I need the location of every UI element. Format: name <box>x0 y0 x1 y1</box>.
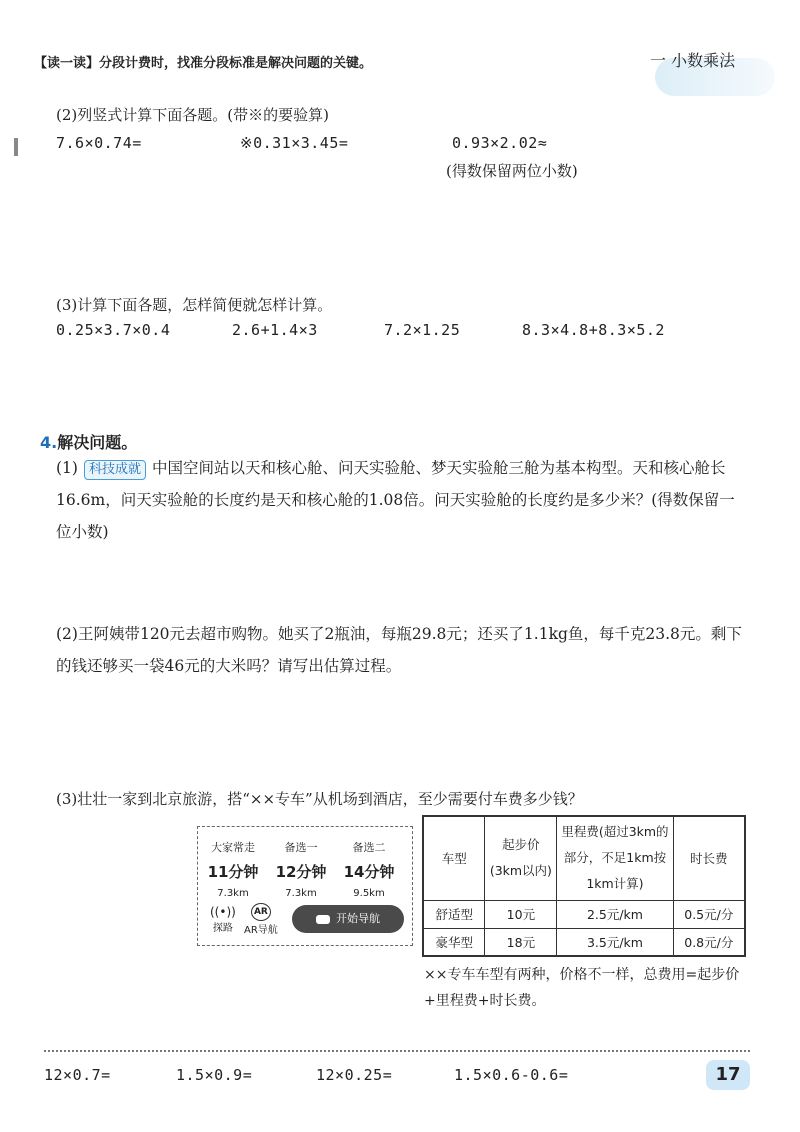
q3-2-title: (2)列竖式计算下面各题。(带※的要验算) <box>56 106 329 124</box>
table-cell: 2.5元/km <box>557 900 673 928</box>
fare-table-header-row <box>423 816 745 900</box>
table-cell: 3.5元/km <box>557 928 673 956</box>
table-row <box>423 900 745 928</box>
route-time: 14分钟 <box>343 863 395 881</box>
route-time: 11分钟 <box>207 863 259 881</box>
ar-navigation-control <box>244 903 278 936</box>
route-option-2 <box>270 839 332 899</box>
header-cell: 时长费 <box>673 816 745 900</box>
tech-achievement-tag: 科技成就 <box>84 460 146 480</box>
signal-icon: ((•)) <box>210 905 236 919</box>
problem-1-text: 中国空间站以天和核心舱、问天实验舱、梦天实验舱三舱为基本构型。天和核心舱长16.6m，问天实验舱的长度约是天和核心舱的1.08倍。问天实验舱的长度约是多少米？(得数保留一位小数) <box>56 459 735 541</box>
header-cell: 起步价(3km以内) <box>485 816 557 900</box>
route-label: 大家常走 <box>211 841 255 854</box>
page-number: 17 <box>706 1060 750 1090</box>
problem-3: (3)壮壮一家到北京旅游，搭“××专车”从机场到酒店，至少需要付车费多少钱？ <box>56 790 583 808</box>
route-distance: 7.3km <box>217 888 249 899</box>
section-4-heading <box>40 430 137 453</box>
route-time: 12分钟 <box>275 863 327 881</box>
table-cell: 0.8元/分 <box>673 928 745 956</box>
route-distance: 9.5km <box>353 888 385 899</box>
footer-item-3: 12×0.25= <box>316 1066 393 1084</box>
ar-icon-text: AR <box>253 907 268 917</box>
table-cell: 0.5元/分 <box>673 900 745 928</box>
q3-2-item-2: ※0.31×3.45= <box>240 134 349 152</box>
chapter-title: 一 小数乘法 <box>650 51 736 70</box>
section-4-title: 解决问题。 <box>57 433 138 452</box>
navigation-map-card <box>197 826 413 946</box>
problem-1-label: (1) <box>56 459 78 477</box>
start-navigation-button <box>292 905 404 933</box>
table-row <box>423 928 745 956</box>
footer-item-1: 12×0.7= <box>44 1066 111 1084</box>
route-option-1 <box>202 839 264 899</box>
fare-note: ××专车车型有两种，价格不一样，总费用=起步价+里程费+时长费。 <box>424 967 740 1009</box>
q3-3-item-4: 8.3×4.8+8.3×5.2 <box>522 321 665 339</box>
q3-3-item-2: 2.6+1.4×3 <box>232 321 318 339</box>
explore-label: 探路 <box>212 923 233 934</box>
explore-route-control <box>210 905 236 934</box>
problem-1 <box>56 452 750 548</box>
route-label: 备选二 <box>352 841 386 854</box>
footer-divider <box>44 1050 750 1052</box>
problem-2: (2)王阿姨带120元去超市购物。她买了2瓶油，每瓶29.8元；还买了1.1kg鱼，每千克23.8元。剩下的钱还够买一袋46元的大米吗？请写出估算过程。 <box>56 625 742 675</box>
route-option-3 <box>338 839 400 899</box>
q3-2-item-1: 7.6×0.74= <box>56 134 142 152</box>
q3-2-note: (得数保留两位小数) <box>446 162 578 180</box>
section-4-number: 4. <box>40 433 58 452</box>
start-navigation-label: 开始导航 <box>336 912 380 925</box>
car-icon <box>316 915 330 924</box>
ar-icon <box>251 903 271 921</box>
footer-item-2: 1.5×0.9= <box>176 1066 253 1084</box>
table-cell: 豪华型 <box>423 928 485 956</box>
header-cell: 里程费(超过3km的部分，不足1km按1km计算) <box>557 816 673 900</box>
header-cell: 车型 <box>423 816 485 900</box>
route-label: 备选一 <box>284 841 318 854</box>
table-cell: 10元 <box>485 900 557 928</box>
q3-2-item-3: 0.93×2.02≈ <box>452 134 548 152</box>
q3-3-item-1: 0.25×3.7×0.4 <box>56 321 171 339</box>
q3-3-item-3: 7.2×1.25 <box>384 321 461 339</box>
fare-table <box>422 815 746 957</box>
table-cell: 18元 <box>485 928 557 956</box>
q3-3-title: (3)计算下面各题，怎样简便就怎样计算。 <box>56 296 333 314</box>
route-distance: 7.3km <box>285 888 317 899</box>
ar-navigation-label: AR导航 <box>244 925 278 936</box>
footer-item-4: 1.5×0.6-0.6= <box>454 1066 569 1084</box>
margin-mark <box>14 138 18 156</box>
table-cell: 舒适型 <box>423 900 485 928</box>
reading-tip: 【读一读】分段计费时，找准分段标准是解决问题的关键。 <box>34 56 373 71</box>
